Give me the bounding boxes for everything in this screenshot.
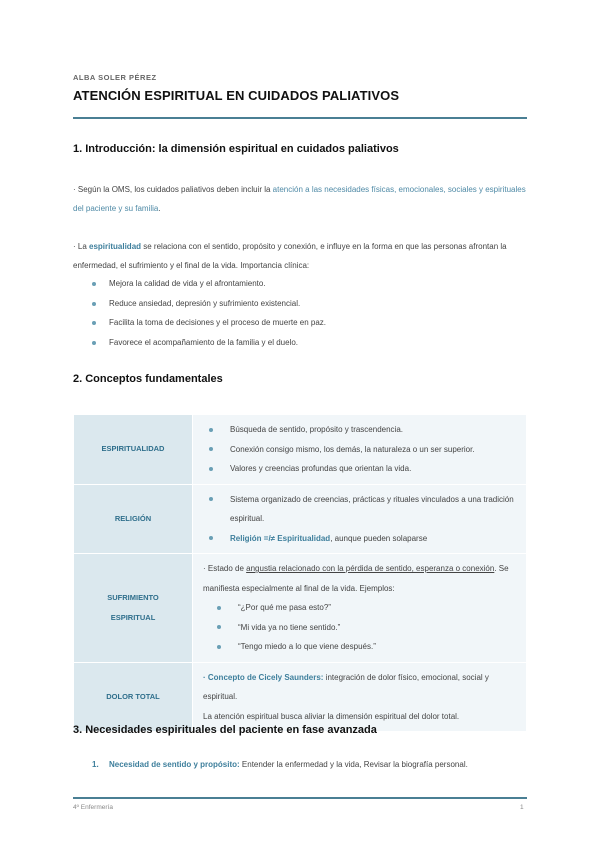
bullet-dot-icon [209, 428, 213, 432]
list-item [92, 274, 326, 294]
row-label-sufrimiento [74, 554, 193, 663]
list-item [92, 333, 326, 353]
list-item-text: Búsqueda de sentido, propósito y trascendencia. [230, 425, 404, 434]
list-item [209, 459, 516, 479]
document-title: ATENCIÓN ESPIRITUAL EN CUIDADOS PALIATIVOS [73, 88, 400, 103]
label-line: ESPIRITUAL [110, 612, 156, 622]
term-religion-espiritualidad: Religión =/≠ Espiritualidad [230, 533, 331, 543]
intro-p2-prefix: · La [73, 242, 90, 251]
concepts-table [73, 414, 527, 732]
term-espiritualidad: espiritualidad [89, 242, 142, 251]
bullet-dot-icon [209, 467, 213, 471]
intro-p1-text: · Según la OMS, los cuidados paliativos deben incluir la [73, 185, 273, 194]
bullet-dot-icon [92, 341, 96, 345]
list-item [92, 313, 326, 333]
bullet-dot-icon [209, 447, 213, 451]
list-item [92, 760, 468, 769]
bullet-dot-icon [217, 645, 221, 649]
section-2-heading: 2. Conceptos fundamentales [73, 373, 223, 385]
label-line: SUFRIMIENTO [107, 592, 159, 602]
footer-divider [73, 797, 527, 799]
needs-list [92, 760, 468, 769]
list-item [92, 294, 326, 314]
author-name: ALBA SOLER PÉREZ [73, 73, 157, 82]
intro-p1-highlight: atención a las necesidades físicas, emocionales, sociales y espirituales del paciente y su familia [73, 185, 526, 213]
row-content-espiritualidad [193, 415, 527, 485]
row-label-dolor-total: DOLOR TOTAL [74, 662, 193, 732]
row-content-sufrimiento [193, 554, 527, 663]
row-label-espiritualidad: ESPIRITUALIDAD [74, 415, 193, 485]
list-item-text: “Mi vida ya no tiene sentido.” [238, 622, 341, 632]
bullet-dot-icon [92, 302, 96, 306]
bullet-dot-icon [217, 606, 221, 610]
dolor-line-1 [203, 668, 516, 707]
item-number: 1. [92, 760, 99, 769]
list-item-text: Reduce ansiedad, depresión y sufrimiento existencial. [109, 298, 301, 308]
bullet-dot-icon [209, 536, 213, 540]
footer-course: 4º Enfermería [73, 804, 113, 811]
page-number: 1 [520, 804, 524, 811]
dolor-line-2: La atención espiritual busca aliviar la dimensión espiritual del dolor total. [203, 711, 460, 721]
list-item-text: Valores y creencias profundas que orientan la vida. [230, 464, 412, 473]
list-item-text: , aunque pueden solaparse [330, 533, 428, 543]
table-row [74, 554, 527, 663]
term-cicely-saunders: · Concepto de Cicely Saunders: [203, 672, 324, 682]
espiritualidad-list [203, 420, 516, 479]
need-text: Entender la enfermedad y la vida, Revisar la biografía personal. [239, 760, 468, 769]
row-content-dolor-total [193, 662, 527, 732]
definition-suffix: . Se manifiesta especialmente al final de la vida. Ejemplos: [203, 564, 509, 593]
list-item [209, 529, 516, 549]
list-item-text: Conexión consigo mismo, los demás, la naturaleza o un ser superior. [230, 444, 475, 454]
list-item-text: Facilita la toma de decisiones y el proceso de muerte en paz. [109, 318, 327, 327]
religion-list [203, 490, 516, 549]
intro-paragraph-oms [73, 180, 527, 218]
bullet-dot-icon [92, 282, 96, 286]
bullet-dot-icon [92, 321, 96, 325]
examples-list [203, 598, 516, 657]
title-divider [73, 117, 527, 119]
list-item [209, 490, 516, 529]
table-row [74, 662, 527, 732]
bullet-dot-icon [217, 625, 221, 629]
list-item-text: Mejora la calidad de vida y el afrontamiento. [109, 279, 266, 288]
list-item-text: Sistema organizado de creencias, prácticas y rituales vinculados a una tradición espiritual. [230, 494, 514, 523]
need-term: Necesidad de sentido y propósito: [109, 760, 240, 769]
section-1-heading: 1. Introducción: la dimensión espiritual en cuidados paliativos [73, 143, 399, 155]
intro-p2-text: se relaciona con el sentido, propósito y conexión, e influye en la forma en que las personas afrontan la enfermedad, el sufrimiento y el final de la vida. Importancia clínica: [73, 242, 507, 270]
clinical-importance-list [92, 274, 326, 352]
sufrimiento-definition [203, 559, 516, 598]
list-item [209, 420, 516, 440]
section-3-heading: 3. Necesidades espirituales del paciente en fase avanzada [73, 724, 377, 736]
table-row [74, 415, 527, 485]
list-item [217, 637, 516, 657]
intro-paragraph-espiritualidad [73, 237, 527, 275]
definition-underlined: angustia relacionado con la pérdida de sentido, esperanza o conexión [246, 564, 495, 573]
row-content-religion [193, 484, 527, 554]
intro-p1-end: . [158, 204, 161, 213]
list-item [209, 440, 516, 460]
list-item-text: “Tengo miedo a lo que viene después.” [238, 642, 376, 651]
list-item [217, 618, 516, 638]
list-item [217, 598, 516, 618]
definition-prefix: · Estado de [203, 564, 247, 573]
table-row [74, 484, 527, 554]
list-item-text: “¿Por qué me pasa esto?” [238, 603, 331, 612]
bullet-dot-icon [209, 497, 213, 501]
list-item-text: Favorece el acompañamiento de la familia y el duelo. [109, 337, 298, 347]
dolor-text: integración de dolor físico, emocional, social y espiritual. [203, 672, 489, 701]
row-label-religion: RELIGIÓN [74, 484, 193, 554]
